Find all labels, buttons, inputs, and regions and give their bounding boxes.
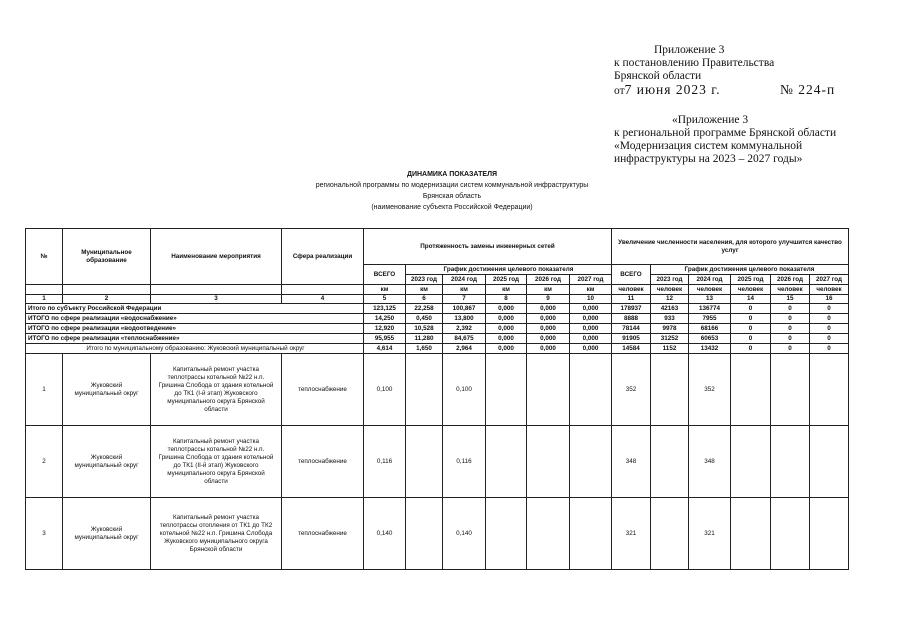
summary-value: 14,250 <box>364 314 406 324</box>
row-sphere: теплоснабжение <box>282 354 364 426</box>
column-number: 4 <box>282 295 364 304</box>
table-row <box>26 498 849 570</box>
unit-blank <box>282 285 364 295</box>
row-population-2023 <box>651 354 689 426</box>
summary-value: 0 <box>810 324 849 334</box>
summary-value: 0 <box>771 344 810 354</box>
population-total-header: ВСЕГО <box>612 265 651 285</box>
summary-value: 0 <box>771 324 810 334</box>
population-year-header: 2025 год <box>731 275 771 285</box>
row-length-2026 <box>527 426 570 498</box>
summary-value: 0,000 <box>486 334 527 344</box>
length-group-header: Протяженность замены инженерных сетей <box>364 229 612 265</box>
column-number: 13 <box>689 295 731 304</box>
summary-value: 0,000 <box>486 324 527 334</box>
summary-label: ИТОГО по сфере реализации «теплоснабжение» <box>26 334 364 344</box>
summary-value: 91905 <box>612 334 651 344</box>
length-year-header: 2023 год <box>406 275 443 285</box>
column-number: 8 <box>486 295 527 304</box>
summary-value: 10,528 <box>406 324 443 334</box>
row-length-2024: 0,100 <box>443 354 486 426</box>
population-year-header: 2027 год <box>810 275 849 285</box>
summary-value: 0 <box>771 334 810 344</box>
table-subtitle: региональной программы по модернизации систем коммунальной инфраструктуры <box>315 182 589 189</box>
summary-value: 0 <box>771 314 810 324</box>
summary-value: 78144 <box>612 324 651 334</box>
summary-value: 84,675 <box>443 334 486 344</box>
summary-value: 178937 <box>612 304 651 314</box>
length-total-header: ВСЕГО <box>364 265 406 285</box>
column-number: 6 <box>406 295 443 304</box>
summary-label: ИТОГО по сфере реализации «водоотведение» <box>26 324 364 334</box>
row-population-total: 352 <box>612 354 651 426</box>
col-number-header: № <box>26 229 63 285</box>
summary-value: 0,000 <box>486 314 527 324</box>
row-length-2023 <box>406 498 443 570</box>
summary-value: 14584 <box>612 344 651 354</box>
program-name-line2: инфраструктуры на 2023 – 2027 годы» <box>614 153 803 165</box>
length-year-header: 2025 год <box>486 275 527 285</box>
summary-value: 13,800 <box>443 314 486 324</box>
summary-row <box>26 344 849 354</box>
summary-value: 0,000 <box>570 334 612 344</box>
indicator-table <box>25 228 849 570</box>
summary-value: 0,000 <box>486 344 527 354</box>
table-row <box>26 354 849 426</box>
length-schedule-header: График достижения целевого показателя <box>406 265 612 275</box>
program-line: к региональной программе Брянской области <box>614 127 837 139</box>
summary-value: 0,000 <box>570 314 612 324</box>
unit-km: км <box>406 285 443 295</box>
summary-value: 0,000 <box>527 324 570 334</box>
summary-row <box>26 304 849 314</box>
summary-value: 136774 <box>689 304 731 314</box>
summary-value: 7955 <box>689 314 731 324</box>
summary-value: 1152 <box>651 344 689 354</box>
row-length-2025 <box>486 426 527 498</box>
population-year-header: 2026 год <box>771 275 810 285</box>
appendix-title: Приложение 3 <box>654 44 725 56</box>
table-row <box>26 426 849 498</box>
row-length-2023 <box>406 426 443 498</box>
row-length-2027 <box>570 426 612 498</box>
summary-value: 0 <box>771 304 810 314</box>
row-population-2025 <box>731 498 771 570</box>
row-municipality: Жуковский муниципальный округ <box>63 498 151 570</box>
population-year-header: 2024 год <box>689 275 731 285</box>
row-population-total: 348 <box>612 426 651 498</box>
summary-value: 22,258 <box>406 304 443 314</box>
summary-label: ИТОГО по сфере реализации «водоснабжение» <box>26 314 364 324</box>
summary-value: 0 <box>731 304 771 314</box>
summary-value: 68166 <box>689 324 731 334</box>
row-length-2024: 0,116 <box>443 426 486 498</box>
row-population-2023 <box>651 498 689 570</box>
row-event: Капитальный ремонт участка теплотрассы котельной №22 н.п. Гришина Слобода от здания котельной до ТК1 (I-й этап) Жуковского муниципального округа Брянской области <box>151 354 282 426</box>
row-number: 3 <box>26 498 63 570</box>
region-caption: (наименование субъекта Российской Федерации) <box>371 204 533 211</box>
row-population-2025 <box>731 426 771 498</box>
row-population-2024: 321 <box>689 498 731 570</box>
summary-value: 0,000 <box>527 334 570 344</box>
program-appendix-title: «Приложение 3 <box>672 114 749 126</box>
summary-value: 100,867 <box>443 304 486 314</box>
row-length-total: 0,116 <box>364 426 406 498</box>
population-year-header: 2023 год <box>651 275 689 285</box>
col-municipality-header: Муниципальное образование <box>63 229 151 285</box>
length-year-header: 2027 год <box>570 275 612 285</box>
unit-people: человек <box>651 285 689 295</box>
summary-value: 13432 <box>689 344 731 354</box>
summary-value: 0 <box>810 314 849 324</box>
length-year-header: 2024 год <box>443 275 486 285</box>
column-number: 9 <box>527 295 570 304</box>
summary-value: 0,000 <box>527 314 570 324</box>
summary-value: 2,964 <box>443 344 486 354</box>
unit-blank <box>151 285 282 295</box>
summary-value: 0 <box>810 334 849 344</box>
unit-people: человек <box>810 285 849 295</box>
region-name: Брянская область <box>422 193 482 200</box>
unit-people: человек <box>612 285 651 295</box>
row-population-2023 <box>651 426 689 498</box>
summary-value: 9978 <box>651 324 689 334</box>
summary-value: 0,000 <box>527 304 570 314</box>
summary-value: 95,955 <box>364 334 406 344</box>
row-length-2024: 0,140 <box>443 498 486 570</box>
program-name-line1: «Модернизация систем коммунальной <box>614 140 803 152</box>
summary-value: 8888 <box>612 314 651 324</box>
row-population-2026 <box>771 426 810 498</box>
decree-number: № 224-п <box>780 82 836 97</box>
col-event-header: Наименование мероприятия <box>151 229 282 285</box>
table-title: ДИНАМИКА ПОКАЗАТЕЛЯ <box>406 171 498 178</box>
summary-value: 0,000 <box>570 324 612 334</box>
summary-value: 123,125 <box>364 304 406 314</box>
summary-label: Итого по субъекту Российской Федерации <box>26 304 364 314</box>
summary-value: 0 <box>810 344 849 354</box>
row-population-total: 321 <box>612 498 651 570</box>
summary-value: 42163 <box>651 304 689 314</box>
unit-km: км <box>527 285 570 295</box>
summary-value: 1,650 <box>406 344 443 354</box>
row-population-2024: 352 <box>689 354 731 426</box>
row-length-2027 <box>570 498 612 570</box>
column-number: 1 <box>26 295 63 304</box>
summary-value: 31252 <box>651 334 689 344</box>
column-number: 3 <box>151 295 282 304</box>
row-population-2027 <box>810 498 849 570</box>
row-population-2027 <box>810 426 849 498</box>
column-number: 15 <box>771 295 810 304</box>
column-number: 14 <box>731 295 771 304</box>
summary-value: 4,614 <box>364 344 406 354</box>
summary-value: 0,000 <box>570 344 612 354</box>
decree-date: 7 июня 2023 г. <box>624 82 721 97</box>
summary-value: 2,392 <box>443 324 486 334</box>
summary-value: 0,000 <box>527 344 570 354</box>
summary-value: 0 <box>810 304 849 314</box>
unit-people: человек <box>731 285 771 295</box>
row-event: Капитальный ремонт участка теплотрассы котельной №22 н.п. Гришина Слобода от здания котельной до ТК1 (II-й этап) Жуковского муниципального округа Брянской области <box>151 426 282 498</box>
row-sphere: теплоснабжение <box>282 498 364 570</box>
population-schedule-header: График достижения целевого показателя <box>651 265 849 275</box>
row-municipality: Жуковский муниципальный округ <box>63 426 151 498</box>
unit-blank <box>63 285 151 295</box>
unit-km: км <box>486 285 527 295</box>
summary-row <box>26 314 849 324</box>
column-number: 11 <box>612 295 651 304</box>
row-length-2025 <box>486 498 527 570</box>
row-population-2027 <box>810 354 849 426</box>
program-appendix-header <box>614 114 836 166</box>
row-length-2026 <box>527 354 570 426</box>
unit-km: км <box>364 285 406 295</box>
summary-value: 0,000 <box>486 304 527 314</box>
row-length-total: 0,100 <box>364 354 406 426</box>
column-number: 12 <box>651 295 689 304</box>
summary-value: 11,280 <box>406 334 443 344</box>
row-length-2023 <box>406 354 443 426</box>
unit-people: человек <box>689 285 731 295</box>
row-length-2026 <box>527 498 570 570</box>
row-length-total: 0,140 <box>364 498 406 570</box>
date-prefix: от <box>614 85 625 97</box>
summary-row <box>26 324 849 334</box>
table-title-block <box>300 169 604 213</box>
row-population-2026 <box>771 354 810 426</box>
row-length-2027 <box>570 354 612 426</box>
summary-value: 0,000 <box>570 304 612 314</box>
summary-value: 933 <box>651 314 689 324</box>
column-number: 5 <box>364 295 406 304</box>
summary-value: 0,450 <box>406 314 443 324</box>
column-number: 2 <box>63 295 151 304</box>
summary-label: Итого по муниципальному образованию: Жуковский муниципальный округ <box>26 344 364 354</box>
col-sphere-header: Сфера реализации <box>282 229 364 285</box>
unit-people: человек <box>771 285 810 295</box>
summary-value: 60653 <box>689 334 731 344</box>
unit-km: км <box>443 285 486 295</box>
row-number: 2 <box>26 426 63 498</box>
row-sphere: теплоснабжение <box>282 426 364 498</box>
unit-km: км <box>570 285 612 295</box>
decree-header <box>614 44 836 98</box>
decree-line: к постановлению Правительства <box>614 57 775 69</box>
row-length-2025 <box>486 354 527 426</box>
row-population-2024: 348 <box>689 426 731 498</box>
column-number: 7 <box>443 295 486 304</box>
region-line: Брянской области <box>614 70 702 82</box>
summary-value: 0 <box>731 334 771 344</box>
summary-value: 0 <box>731 344 771 354</box>
row-number: 1 <box>26 354 63 426</box>
unit-blank <box>26 285 63 295</box>
summary-value: 12,920 <box>364 324 406 334</box>
column-number: 10 <box>570 295 612 304</box>
summary-value: 0 <box>731 314 771 324</box>
row-event: Капитальный ремонт участка теплотрассы отопления от ТК1 до ТК2 котельной №22 н.п. Гришина Слобода Жуковского муниципального округа Брянской области <box>151 498 282 570</box>
population-group-header: Увеличение численности населения, для которого улучшится качество услуг <box>612 229 849 265</box>
column-number: 16 <box>810 295 849 304</box>
summary-row <box>26 334 849 344</box>
row-population-2026 <box>771 498 810 570</box>
length-year-header: 2026 год <box>527 275 570 285</box>
summary-value: 0 <box>731 324 771 334</box>
row-municipality: Жуковский муниципальный округ <box>63 354 151 426</box>
row-population-2025 <box>731 354 771 426</box>
